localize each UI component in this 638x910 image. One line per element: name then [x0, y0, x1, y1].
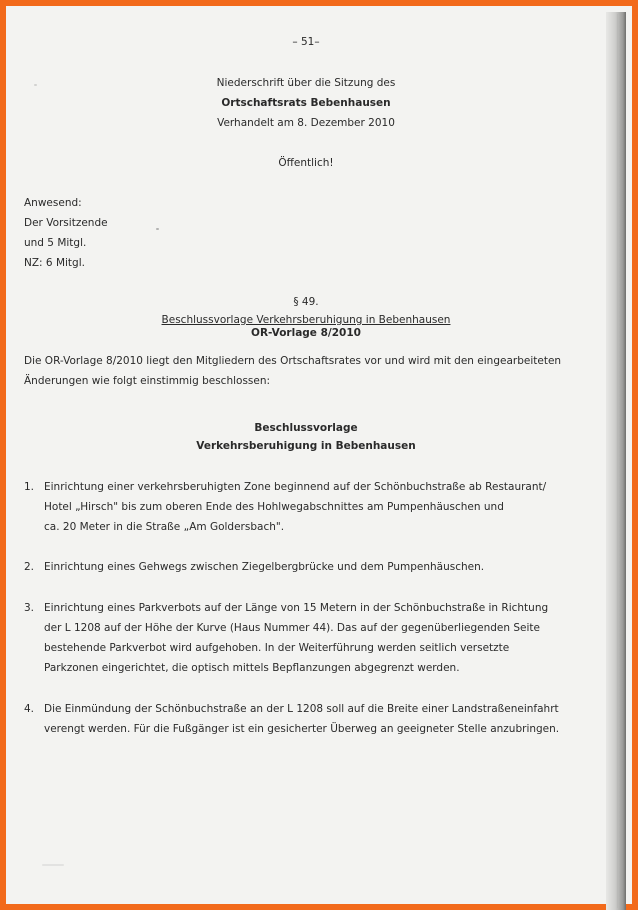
page-number: – 51–: [292, 36, 320, 48]
section-number: § 49.: [293, 296, 319, 308]
list-item-number: 4.: [24, 703, 35, 715]
list-item-line: Einrichtung eines Parkverbots auf der Länge von 15 Metern in der Schönbuchstraße in Richtung: [44, 602, 549, 614]
attendance-line: NZ: 6 Mitgl.: [24, 257, 85, 269]
list-item-line: verengt werden. Für die Fußgänger ist ein gesicherter Überweg an geeigneter Stelle anzubringen.: [44, 723, 560, 735]
attendance-line: Der Vorsitzende: [24, 217, 108, 229]
list-item-line: Einrichtung einer verkehrsberuhigten Zone beginnend auf der Schönbuchstraße ab Restaurant/: [44, 481, 547, 493]
section-subtitle: OR-Vorlage 8/2010: [251, 327, 361, 339]
list-item-number: 3.: [24, 602, 35, 614]
intro-line: Änderungen wie folgt einstimmig beschlossen:: [24, 375, 271, 387]
header-line1: Niederschrift über die Sitzung des: [216, 77, 396, 89]
header-council-name: Ortschaftsrats Bebenhausen: [221, 97, 391, 109]
scan-speck: [42, 864, 64, 866]
page-edge-shadow: [606, 12, 626, 910]
list-item-line: Die Einmündung der Schönbuchstraße an der L 1208 soll auf die Breite einer Landstraßeneinfahrt: [44, 703, 559, 715]
public-label: Öffentlich!: [278, 157, 334, 169]
scan-speck: [156, 228, 159, 230]
attendance-line: Anwesend:: [24, 197, 82, 209]
list-item-line: Parkzonen eingerichtet, die optisch mittels Bepflanzungen abgegrenzt werden.: [44, 662, 460, 674]
list-item-number: 1.: [24, 481, 35, 493]
list-item-line: Hotel „Hirsch" bis zum oberen Ende des Hohlwegabschnittes am Pumpenhäuschen und: [44, 501, 504, 513]
attendance-line: und 5 Mitgl.: [24, 237, 87, 249]
list-item-number: 2.: [24, 561, 35, 573]
page-edge-line: [617, 14, 618, 908]
resolution-heading-subject: Verkehrsberuhigung in Bebenhausen: [196, 440, 416, 452]
scan-speck: [34, 84, 37, 86]
section-title: Beschlussvorlage Verkehrsberuhigung in Bebenhausen: [161, 314, 451, 326]
resolution-heading: Beschlussvorlage: [254, 422, 358, 434]
intro-line: Die OR-Vorlage 8/2010 liegt den Mitgliedern des Ortschaftsrates vor und wird mit den eingearbeiteten: [24, 355, 562, 367]
list-item-line: ca. 20 Meter in die Straße „Am Goldersbach".: [44, 521, 285, 533]
header-date: Verhandelt am 8. Dezember 2010: [217, 117, 395, 129]
list-item-line: Einrichtung eines Gehwegs zwischen Ziegelbergbrücke und dem Pumpenhäuschen.: [44, 561, 485, 573]
list-item-line: der L 1208 auf der Höhe der Kurve (Haus Nummer 44). Das auf der gegenüberliegenden Seite: [44, 622, 540, 634]
list-item-line: bestehende Parkverbot wird aufgehoben. In der Weiterführung werden seitlich versetzte: [44, 642, 510, 654]
